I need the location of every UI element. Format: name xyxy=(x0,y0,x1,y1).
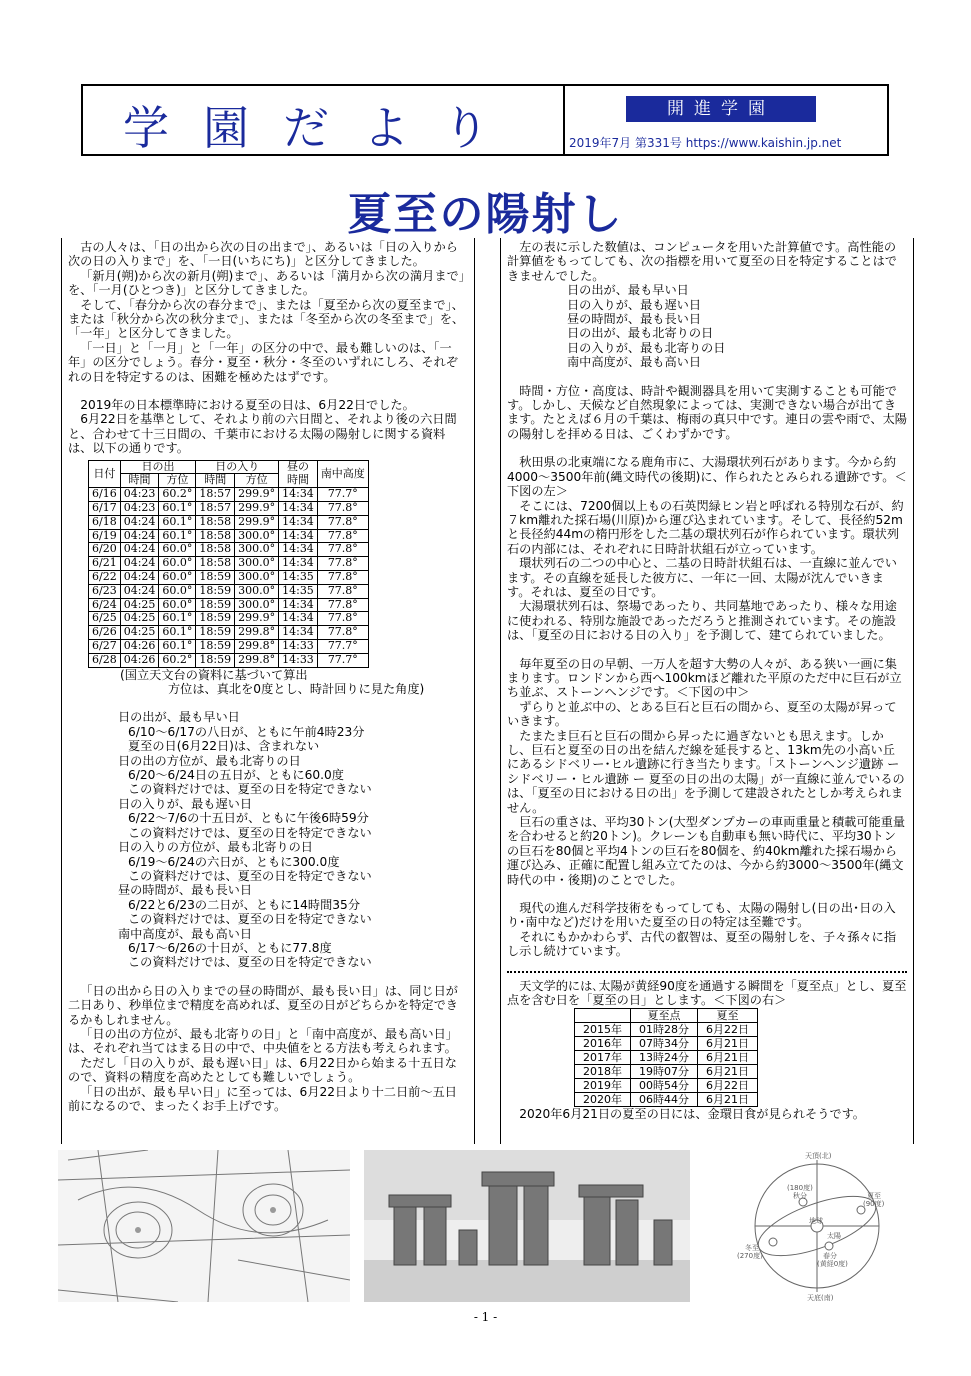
table-cell: 04:24 xyxy=(120,571,159,585)
table-row xyxy=(89,515,369,529)
indicator-item: 南中高度が、最も高い日 xyxy=(567,355,702,370)
table-cell: 60.2° xyxy=(159,488,196,502)
table-cell: 300.0° xyxy=(235,557,279,571)
finding-detail: 6/20〜6/24日の五日が、ともに60.0度 xyxy=(128,768,344,783)
table-cell: 77.8° xyxy=(317,515,368,529)
table-row xyxy=(89,584,369,598)
indicator-item: 日の出が、最も早い日 xyxy=(567,283,689,298)
table-cell: 60.1° xyxy=(159,529,196,543)
oyu-stone-circle-map-image xyxy=(58,1150,350,1302)
masthead-divider xyxy=(563,86,565,154)
table-row xyxy=(89,571,369,585)
table-cell: 07時34分 xyxy=(631,1036,698,1050)
table-row xyxy=(89,626,369,640)
table-cell: 18:59 xyxy=(196,598,235,612)
table-cell: 04:23 xyxy=(120,488,159,502)
table-cell: 299.9° xyxy=(235,515,279,529)
paragraph: 天文学的には､太陽が黄経90度を通過する瞬間を「夏至点」とし、夏至点を含む日を「夏至の日」とします。＜下図の右＞ xyxy=(507,978,907,1008)
finding-detail: この資料だけでは、夏至の日を特定できない xyxy=(128,955,372,970)
finding-heading: 日の入りが、最も遅い日 xyxy=(118,796,253,811)
indicator-item: 日の入りが、最も北寄りの日 xyxy=(567,340,726,355)
issue-info: 2019年7月 第331号 https://www.kaishin.jp.net xyxy=(569,136,842,150)
table-cell: 300.0° xyxy=(235,571,279,585)
table-row xyxy=(575,1092,758,1106)
table-cell: 04:26 xyxy=(120,640,159,654)
table-cell: 01時28分 xyxy=(631,1022,698,1036)
stonehenge-illustration-image xyxy=(364,1150,690,1302)
table-cell: 60.0° xyxy=(159,571,196,585)
table-cell: 77.8° xyxy=(317,584,368,598)
newsletter-title: 学園だより xyxy=(123,101,523,155)
table-cell: 60.1° xyxy=(159,515,196,529)
table-cell: 6/20 xyxy=(89,543,121,557)
table-cell: 77.7° xyxy=(317,640,368,654)
table-cell: 6/24 xyxy=(89,598,121,612)
table-row xyxy=(89,557,369,571)
label-ecliptic-0: (黄経0度) xyxy=(817,1260,848,1268)
finding-detail: 6/17〜6/26の十日が、ともに77.8度 xyxy=(128,940,332,955)
finding-heading: 日の入りの方位が、最も北寄りの日 xyxy=(118,840,313,855)
finding-heading: 南中高度が、最も高い日 xyxy=(118,926,253,941)
table-note: 方位は、真北を0度とし、時計回りに見た角度) xyxy=(168,682,425,697)
table-cell: 60.1° xyxy=(159,626,196,640)
divider-wave xyxy=(507,967,907,973)
paragraph: 巨石の重さは、平均30トン(大型ダンプカーの車両重量と積載可能重量を合わせると約20トン)。クレーンも自動車も無い時代に、平均30トンの巨石を80個と平均4トンの巨石を80個を、約40km離れた採石場から運び込み、正確に配置し組み立てたのは、今から約3000〜3500年(縄文時代の中・後期)のことでした。 xyxy=(507,815,906,887)
label-270: (270度) xyxy=(737,1252,763,1260)
table-cell: 300.0° xyxy=(235,529,279,543)
table-cell: 14:34 xyxy=(279,598,318,612)
table-cell: 299.9° xyxy=(235,488,279,502)
table-row xyxy=(575,1050,758,1064)
table-cell: 04:26 xyxy=(120,653,159,667)
finding-heading: 昼の時間が、最も長い日 xyxy=(118,883,253,898)
table-row xyxy=(89,653,369,667)
table-header: 時間 xyxy=(120,474,159,488)
table-row xyxy=(575,1036,758,1050)
paragraph: 「日の出の方位が、最も北寄りの日」と「南中高度が、最も高い日」は、それぞれ当てはまる日の中で、中央値をとる方法も考えられます。 xyxy=(68,1026,458,1056)
table-cell: 299.8° xyxy=(235,653,279,667)
table-cell: 60.1° xyxy=(159,612,196,626)
table-cell: 60.0° xyxy=(159,598,196,612)
table-cell: 300.0° xyxy=(235,598,279,612)
table-cell: 2018年 xyxy=(575,1064,631,1078)
table-cell: 77.8° xyxy=(317,529,368,543)
table-cell: 6/26 xyxy=(89,626,121,640)
paragraph: 毎年夏至の日の早朝、一万人を超す大勢の人々が、ある狭い一画に集まります。ロンドンから西へ100kmほど離れた平原のただ中に巨石が立ち並ぶ、ストーンヘンジです。＜下図の中＞ xyxy=(507,656,902,700)
paragraph: 2020年6月21日の夏至の日には、金環日食が見られそうです。 xyxy=(519,1106,865,1121)
table-row xyxy=(89,488,369,502)
table-cell: 77.8° xyxy=(317,598,368,612)
table-cell: 60.0° xyxy=(159,584,196,598)
table-cell: 06時44分 xyxy=(631,1092,698,1106)
table-cell: 6/22 xyxy=(89,571,121,585)
solstice-table xyxy=(574,1008,758,1107)
label-summer: 夏至 xyxy=(867,1192,881,1200)
finding-detail: この資料だけでは、夏至の日を特定できない xyxy=(128,825,372,840)
table-cell: 6/23 xyxy=(89,584,121,598)
table-cell: 14:34 xyxy=(279,543,318,557)
table-cell: 04:25 xyxy=(120,598,159,612)
table-cell: 18:57 xyxy=(196,488,235,502)
label-180: (180度) xyxy=(787,1184,813,1192)
paragraph: 大湯環状列石は、祭場であったり、共同墓地であったり、様々な用途に使われる、特別な施設であっただろうと推測されています。その施設は、「夏至の日における日の入り」を予測して、建てられていました。 xyxy=(507,599,897,643)
table-cell: 14:34 xyxy=(279,515,318,529)
table-cell: 19時07分 xyxy=(631,1064,698,1078)
table-cell: 6/19 xyxy=(89,529,121,543)
table-row xyxy=(89,640,369,654)
table-cell: 60.0° xyxy=(159,543,196,557)
table-cell: 299.9° xyxy=(235,502,279,516)
table-cell: 299.9° xyxy=(235,612,279,626)
finding-detail: この資料だけでは、夏至の日を特定できない xyxy=(128,912,372,927)
label-earth: 地球 xyxy=(809,1217,823,1225)
table-cell: 18:58 xyxy=(196,543,235,557)
table-header xyxy=(575,1008,631,1022)
paragraph: 時間・方位・高度は、時計や観測器具を用いて実測することも可能です。しかし、天候など自然現象によっては、実測できない場合が出てきます。たとえば６月の千葉は、梅雨の真只中です。連日の雲や雨で、太陽の陽射しを拝める日は、ごくわずかです。 xyxy=(507,383,907,441)
school-name-badge: 開進学園 xyxy=(626,96,816,122)
table-cell: 6月21日 xyxy=(698,1036,758,1050)
table-cell: 77.8° xyxy=(317,557,368,571)
label-autumn: 秋分 xyxy=(793,1192,807,1200)
table-cell: 300.0° xyxy=(235,543,279,557)
table-cell: 18:57 xyxy=(196,502,235,516)
paragraph: ただし「日の入りが、最も遅い日」は、6月22日から始まる十五日なので、資料の精度を高めたとしても難しいでしょう。 xyxy=(68,1055,457,1085)
table-cell: 6/27 xyxy=(89,640,121,654)
table-header: 方位 xyxy=(235,474,279,488)
table-cell: 6月21日 xyxy=(698,1092,758,1106)
label-90: (90度) xyxy=(863,1200,885,1208)
table-cell: 77.8° xyxy=(317,612,368,626)
table-cell: 77.7° xyxy=(317,653,368,667)
finding-list xyxy=(68,710,468,969)
table-row xyxy=(575,1078,758,1092)
table-cell: 6/28 xyxy=(89,653,121,667)
table-cell: 14:33 xyxy=(279,640,318,654)
table-header: 夏至点 xyxy=(631,1008,698,1022)
paragraph: それにもかかわらず、古代の叡智は、夏至の陽射しを、子々孫々に指し示し続けています。 xyxy=(507,929,897,959)
table-cell: 60.0° xyxy=(159,557,196,571)
table-cell: 6/16 xyxy=(89,488,121,502)
finding-heading: 日の出が、最も早い日 xyxy=(118,710,240,725)
table-header: 時間 xyxy=(279,474,318,488)
table-cell: 6/25 xyxy=(89,612,121,626)
table-header: 時間 xyxy=(196,474,235,488)
finding-detail: この資料だけでは、夏至の日を特定できない xyxy=(128,868,372,883)
paragraph: 古の人々は、「日の出から次の日の出まで」、あるいは「日の入りから次の日の入りまで」を、「一日(いちにち)」と区分してきました。 xyxy=(68,240,458,269)
celestial-sphere-diagram-image xyxy=(727,1150,907,1302)
table-cell: 299.8° xyxy=(235,626,279,640)
label-nadir: 天底(南) xyxy=(807,1294,834,1302)
finding-detail: 6/19〜6/24の六日が、ともに300.0度 xyxy=(128,854,340,869)
indicator-item: 昼の時間が、最も長い日 xyxy=(567,312,702,327)
table-cell: 6月22日 xyxy=(698,1078,758,1092)
table-cell: 13時24分 xyxy=(631,1050,698,1064)
table-header: 日付 xyxy=(89,460,121,488)
table-cell: 14:34 xyxy=(279,502,318,516)
table-cell: 60.1° xyxy=(159,640,196,654)
paragraph: 左の表に示した数値は、コンピュータを用いた計算値です。高性能の計算値をもってしても、次の指標を用いて夏至の日を特定することはできませんでした。 xyxy=(507,240,897,283)
table-row xyxy=(89,529,369,543)
table-cell: 18:59 xyxy=(196,584,235,598)
indicator-list xyxy=(507,283,907,369)
paragraph: 「日の出から日の入りまでの昼の時間が、最も長い日」は、同じ日が二日あり、秒単位まで精度を高めれば、夏至の日がどちらかを特定できるかもしれません。 xyxy=(68,983,458,1027)
table-cell: 77.8° xyxy=(317,543,368,557)
left-column xyxy=(61,238,475,1144)
paragraph: ずらりと並ぶ中の、とある巨石と巨石の間から、夏至の太陽が昇っていきます。 xyxy=(507,699,897,729)
table-cell: 04:24 xyxy=(120,515,159,529)
table-cell: 6/18 xyxy=(89,515,121,529)
table-cell: 6月22日 xyxy=(698,1022,758,1036)
table-cell: 6/17 xyxy=(89,502,121,516)
table-cell: 2017年 xyxy=(575,1050,631,1064)
table-cell: 14:34 xyxy=(279,612,318,626)
table-cell: 04:23 xyxy=(120,502,159,516)
table-cell: 04:24 xyxy=(120,529,159,543)
table-cell: 14:33 xyxy=(279,653,318,667)
table-cell: 04:24 xyxy=(120,584,159,598)
table-cell: 18:59 xyxy=(196,653,235,667)
table-header: 夏至 xyxy=(698,1008,758,1022)
table-cell: 18:59 xyxy=(196,640,235,654)
finding-detail: 夏至の日(6月22日)は、含まれない xyxy=(128,739,320,754)
table-cell: 2020年 xyxy=(575,1092,631,1106)
label-sun: 太陽 xyxy=(827,1232,841,1240)
table-cell: 18:58 xyxy=(196,515,235,529)
table-cell: 04:24 xyxy=(120,543,159,557)
table-cell: 6月21日 xyxy=(698,1050,758,1064)
table-cell: 14:35 xyxy=(279,571,318,585)
table-header: 方位 xyxy=(159,474,196,488)
table-cell: 6月21日 xyxy=(698,1064,758,1078)
finding-detail: 6/10〜6/17の八日が、ともに午前4時23分 xyxy=(128,724,365,739)
indicator-item: 日の出が、最も北寄りの日 xyxy=(567,326,714,341)
table-cell: 18:58 xyxy=(196,529,235,543)
page-number: - 1 - xyxy=(473,1310,498,1324)
paragraph: そこには、7200個以上もの石英閃緑ヒン岩と呼ばれる特別な石が、約７km離れた採石場(川原)から運び込まれています。そして、長径約52mと長径約44mの楕円形をした二基の環状列石が作られています。環状列石の内部には、それぞれに日時計状組石が立っています。 xyxy=(507,498,904,556)
table-cell: 04:25 xyxy=(120,626,159,640)
table-cell: 300.0° xyxy=(235,584,279,598)
right-column xyxy=(500,238,914,1144)
table-header: 南中高度 xyxy=(317,460,368,488)
table-cell: 04:25 xyxy=(120,612,159,626)
finding-detail: 6/22〜7/6の十五日が、ともに午後6時59分 xyxy=(128,811,369,826)
table-cell: 18:59 xyxy=(196,571,235,585)
indicator-item: 日の入りが、最も遅い日 xyxy=(567,297,702,312)
table-cell: 77.8° xyxy=(317,571,368,585)
label-zenith: 天頂(北) xyxy=(805,1152,832,1160)
table-cell: 00時54分 xyxy=(631,1078,698,1092)
finding-heading: 日の出の方位が、最も北寄りの日 xyxy=(118,753,301,768)
table-cell: 14:34 xyxy=(279,626,318,640)
paragraph: そして、「春分から次の春分まで」、または「夏至から次の夏至まで」、または「秋分から次の秋分まで」、または「冬至から次の冬至まで」を、「一年」と区分してきました。 xyxy=(68,297,465,341)
paragraph: 環状列石の二つの中心と、二基の日時計状組石は、一直線に並んでいます。その直線を延長した彼方に、一年に一回、太陽が沈んでいきます。それは、夏至の日です。 xyxy=(507,556,897,599)
table-header: 昼の xyxy=(279,460,318,474)
table-cell: 18:59 xyxy=(196,626,235,640)
finding-detail: この資料だけでは、夏至の日を特定できない xyxy=(128,782,372,797)
article-headline: 夏至の陽射し xyxy=(347,189,624,240)
sunlight-table xyxy=(88,460,369,668)
table-cell: 77.8° xyxy=(317,626,368,640)
table-row xyxy=(89,598,369,612)
paragraph: 2019年の日本標準時における夏至の日は、6月22日でした。 xyxy=(80,398,415,413)
table-cell: 2016年 xyxy=(575,1036,631,1050)
paragraph: 秋田県の北東端になる鹿角市に、大湯環状列石があります。今から約4000〜3500年前(縄文時代の後期)に、作られたとみられる遺跡です。＜下図の左＞ xyxy=(507,455,907,499)
table-note: (国立天文台の資料に基づいて算出 xyxy=(120,667,308,682)
table-cell: 14:34 xyxy=(279,529,318,543)
table-cell: 299.8° xyxy=(235,640,279,654)
masthead xyxy=(81,84,889,156)
table-cell: 18:59 xyxy=(196,612,235,626)
paragraph: たまたま巨石と巨石の間から昇ったに過ぎないとも思えます。しかし、巨石と夏至の日の出を結んだ線を延長すると、13km先の小高い丘にあるシドベリー･ヒル遺跡に行き当たります。「ストーンヘンジ遺跡 ー シドベリー・ヒル遺跡 ー 夏至の日の出の太陽」が一直線に並んでいるのは、「夏至の日における日の出」を予測して建設されたとしか考えられません。 xyxy=(507,728,905,815)
paragraph: 「日の出が、最も早い日」に至っては、6月22日より十二日前〜五日前になるので、まったくお手上げです。 xyxy=(68,1084,457,1114)
label-spring: 春分 xyxy=(823,1252,837,1260)
paragraph: 「一日」と「一月」と「一年」の区分の中で、最も難しいのは、「一年」の区分でしょう。春分・夏至・秋分・冬至のいずれにしろ、それぞれの日を特定するのは、困難を極めたはずです。 xyxy=(68,340,458,384)
table-row xyxy=(575,1064,758,1078)
table-cell: 14:34 xyxy=(279,557,318,571)
table-cell: 77.7° xyxy=(317,488,368,502)
paragraph: 「新月(朔)から次の新月(朔)まで」、あるいは「満月から次の満月まで」を、「一月(ひとつき)」と区分してきました。 xyxy=(68,268,465,298)
table-cell: 14:34 xyxy=(279,488,318,502)
paragraph: 現代の進んだ科学技術をもってしても、太陽の陽射し(日の出･日の入り･南中など)だけを用いた夏至の日の特定は至難です。 xyxy=(507,901,896,930)
paragraph: 6月22日を基準として、それより前の六日間と、それより後の六日間と、合わせて十三日間の、千葉市における太陽の陽射しに関する資料は、以下の通りです。 xyxy=(68,412,457,456)
table-cell: 14:35 xyxy=(279,584,318,598)
table-row xyxy=(89,612,369,626)
label-winter: 冬至 xyxy=(745,1244,759,1252)
table-row xyxy=(575,1022,758,1036)
table-cell: 2019年 xyxy=(575,1078,631,1092)
table-cell: 18:58 xyxy=(196,557,235,571)
table-cell: 6/21 xyxy=(89,557,121,571)
table-row xyxy=(89,543,369,557)
table-header: 日の出 xyxy=(120,460,196,474)
table-cell: 77.8° xyxy=(317,502,368,516)
table-header: 日の入り xyxy=(196,460,279,474)
table-cell: 60.2° xyxy=(159,653,196,667)
finding-detail: 6/22と6/23の二日が、ともに14時間35分 xyxy=(128,897,361,912)
table-cell: 60.1° xyxy=(159,502,196,516)
table-cell: 04:24 xyxy=(120,557,159,571)
table-cell: 2015年 xyxy=(575,1022,631,1036)
table-row xyxy=(89,502,369,516)
